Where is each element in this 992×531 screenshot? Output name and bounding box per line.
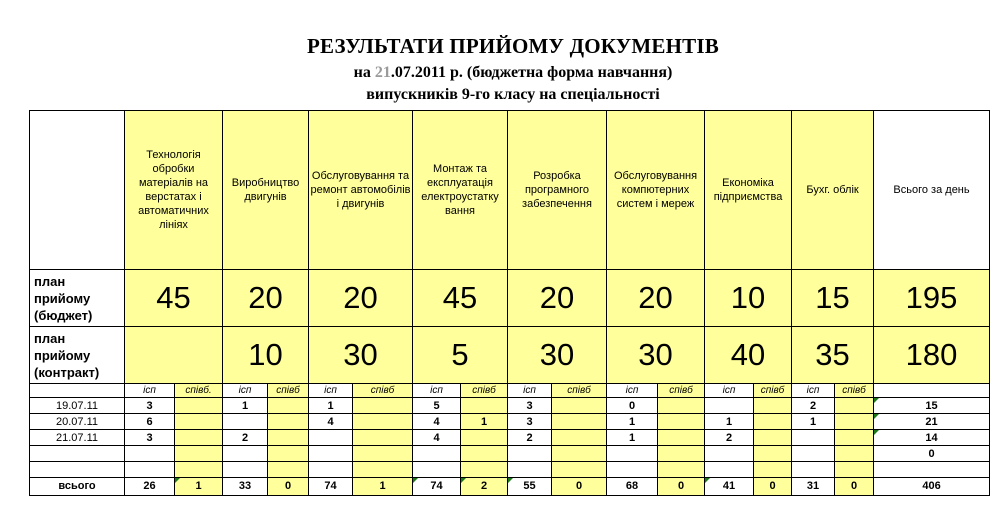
subheader-row — [30, 384, 990, 398]
cell-interview — [175, 446, 223, 462]
cell-interview — [754, 462, 792, 478]
cell-interview — [754, 446, 792, 462]
table-row — [30, 398, 990, 414]
total-exam: 68 — [607, 478, 658, 496]
plan-contract-value: 30 — [309, 327, 413, 384]
plan-budget-value: 10 — [705, 270, 792, 327]
admissions-table — [29, 110, 990, 496]
total-interview: 2 — [461, 478, 508, 496]
cell-exam — [223, 446, 268, 462]
row-date — [30, 462, 125, 478]
plan-contract-value: 40 — [705, 327, 792, 384]
cell-interview — [175, 398, 223, 414]
subheader-exam: ісп — [125, 384, 175, 398]
column-header: Бухг. облік — [792, 111, 874, 270]
plan-budget-value: 20 — [607, 270, 705, 327]
cell-exam: 3 — [508, 414, 552, 430]
cell-exam: 2 — [508, 430, 552, 446]
total-interview: 0 — [754, 478, 792, 496]
total-exam: 33 — [223, 478, 268, 496]
cell-exam — [309, 462, 353, 478]
cell-exam: 2 — [223, 430, 268, 446]
cell-interview — [552, 446, 607, 462]
cell-interview — [754, 430, 792, 446]
plan-budget-value: 20 — [309, 270, 413, 327]
cell-interview — [268, 446, 309, 462]
plan-contract-value: 10 — [223, 327, 309, 384]
cell-exam: 3 — [508, 398, 552, 414]
subheader-interview: співб. — [175, 384, 223, 398]
total-exam: 55 — [508, 478, 552, 496]
cell-exam: 0 — [607, 398, 658, 414]
subheader-interview: співб — [461, 384, 508, 398]
grand-total: 406 — [874, 478, 990, 496]
plan-budget-label: план прийому (бюджет) — [30, 270, 125, 327]
plan-budget-row — [30, 270, 990, 327]
cell-exam — [125, 446, 175, 462]
plan-budget-value: 15 — [792, 270, 874, 327]
column-header: Економіка підприємства — [705, 111, 792, 270]
cell-exam — [309, 430, 353, 446]
cell-exam: 1 — [607, 414, 658, 430]
subheader-exam: ісп — [223, 384, 268, 398]
row-total: 21 — [874, 414, 990, 430]
total-exam: 41 — [705, 478, 754, 496]
subheader-exam: ісп — [705, 384, 754, 398]
cell-interview — [835, 430, 874, 446]
cell-exam: 4 — [413, 414, 461, 430]
cell-exam — [223, 414, 268, 430]
total-interview: 0 — [835, 478, 874, 496]
total-exam: 26 — [125, 478, 175, 496]
cell-exam: 2 — [705, 430, 754, 446]
cell-interview — [353, 414, 413, 430]
cell-exam: 4 — [309, 414, 353, 430]
total-interview: 1 — [175, 478, 223, 496]
plan-contract-row — [30, 327, 990, 384]
subheader-interview: співб — [268, 384, 309, 398]
cell-interview — [353, 398, 413, 414]
plan-budget-total: 195 — [874, 270, 990, 327]
cell-interview: 1 — [461, 414, 508, 430]
cell-exam — [223, 462, 268, 478]
cell-interview — [268, 414, 309, 430]
subheader-exam: ісп — [413, 384, 461, 398]
row-date: 20.07.11 — [30, 414, 125, 430]
cell-exam — [607, 462, 658, 478]
plan-contract-value: 30 — [607, 327, 705, 384]
cell-exam — [508, 462, 552, 478]
cell-interview — [175, 430, 223, 446]
cell-exam: 3 — [125, 430, 175, 446]
subheader-interview: співб — [835, 384, 874, 398]
total-exam: 74 — [413, 478, 461, 496]
cell-exam: 5 — [413, 398, 461, 414]
cell-interview — [835, 446, 874, 462]
cell-exam: 1 — [792, 414, 835, 430]
cell-exam: 4 — [413, 430, 461, 446]
cell-exam — [705, 398, 754, 414]
cell-exam: 1 — [309, 398, 353, 414]
cell-exam — [792, 462, 835, 478]
cell-exam — [792, 446, 835, 462]
cell-interview — [754, 414, 792, 430]
cell-interview — [835, 462, 874, 478]
subheader-exam: ісп — [607, 384, 658, 398]
subtitle-prefix: на — [353, 64, 375, 81]
cell-exam — [705, 462, 754, 478]
row-total: 14 — [874, 430, 990, 446]
cell-exam: 2 — [792, 398, 835, 414]
subheader-interview: співб — [353, 384, 413, 398]
plan-budget-value: 20 — [223, 270, 309, 327]
subheader-exam: ісп — [792, 384, 835, 398]
totals-label: всього — [30, 478, 125, 496]
cell-exam: 1 — [223, 398, 268, 414]
total-exam: 74 — [309, 478, 353, 496]
column-header: Монтаж та експлуатація електроустатку вання — [413, 111, 508, 270]
column-header: Виробництво двигунів — [223, 111, 309, 270]
subheader-empty — [874, 384, 990, 398]
subheader-interview: співб — [754, 384, 792, 398]
page-title: РЕЗУЛЬТАТИ ПРИЙОМУ ДОКУМЕНТІВ — [307, 34, 719, 58]
cell-interview — [658, 414, 705, 430]
cell-interview — [461, 398, 508, 414]
cell-interview — [835, 398, 874, 414]
cell-exam: 6 — [125, 414, 175, 430]
corner-cell — [30, 111, 125, 270]
cell-interview — [353, 446, 413, 462]
row-date: 21.07.11 — [30, 430, 125, 446]
cell-interview — [353, 430, 413, 446]
plan-contract-value — [125, 327, 223, 384]
total-interview: 0 — [268, 478, 309, 496]
cell-interview — [835, 414, 874, 430]
cell-interview — [268, 462, 309, 478]
plan-budget-value: 45 — [125, 270, 223, 327]
cell-interview — [658, 398, 705, 414]
cell-exam — [413, 462, 461, 478]
total-header: Всього за день — [874, 111, 990, 270]
table-row — [30, 446, 990, 462]
cell-exam — [508, 446, 552, 462]
cell-interview — [658, 462, 705, 478]
cell-exam — [125, 462, 175, 478]
total-interview: 1 — [353, 478, 413, 496]
page-subtitle-2: випускників 9-го класу на спеціальності — [366, 86, 660, 103]
cell-interview — [658, 430, 705, 446]
cell-exam: 1 — [607, 430, 658, 446]
cell-exam — [309, 446, 353, 462]
subtitle-rest: .07.2011 р. (бюджетна форма навчання) — [390, 64, 673, 81]
cell-interview — [552, 430, 607, 446]
page-subtitle — [0, 64, 992, 82]
subheader-empty — [30, 384, 125, 398]
cell-exam — [705, 446, 754, 462]
plan-contract-value: 5 — [413, 327, 508, 384]
cell-exam: 3 — [125, 398, 175, 414]
subheader-exam: ісп — [309, 384, 353, 398]
cell-interview — [268, 430, 309, 446]
cell-interview — [268, 398, 309, 414]
plan-budget-value: 20 — [508, 270, 607, 327]
row-total: 0 — [874, 446, 990, 462]
cell-interview — [658, 446, 705, 462]
cell-exam — [413, 446, 461, 462]
column-header: Обслуговування компютерних систем і мереж — [607, 111, 705, 270]
table-row — [30, 462, 990, 478]
row-date: 19.07.11 — [30, 398, 125, 414]
cell-exam: 1 — [705, 414, 754, 430]
table-row — [30, 414, 990, 430]
cell-interview — [461, 430, 508, 446]
cell-exam — [607, 446, 658, 462]
subheader-exam: ісп — [508, 384, 552, 398]
cell-interview — [175, 462, 223, 478]
subheader-interview: співб — [552, 384, 607, 398]
column-header: Технологія обробки матеріалів на верстатах і автоматичних лініях — [125, 111, 223, 270]
plan-budget-value: 45 — [413, 270, 508, 327]
plan-contract-value: 30 — [508, 327, 607, 384]
cell-interview — [461, 462, 508, 478]
total-interview: 0 — [658, 478, 705, 496]
column-header: Обслуговування та ремонт автомобілів і двигунів — [309, 111, 413, 270]
plan-contract-total: 180 — [874, 327, 990, 384]
header-row — [30, 111, 990, 270]
cell-exam — [792, 430, 835, 446]
subtitle-day: 21 — [374, 64, 391, 81]
subheader-interview: співб — [658, 384, 705, 398]
total-interview: 0 — [552, 478, 607, 496]
total-exam: 31 — [792, 478, 835, 496]
cell-interview — [353, 462, 413, 478]
cell-interview — [552, 398, 607, 414]
row-date — [30, 446, 125, 462]
cell-interview — [552, 462, 607, 478]
cell-interview — [552, 414, 607, 430]
table-row — [30, 430, 990, 446]
row-total: 15 — [874, 398, 990, 414]
column-header: Розробка програмного забезпечення — [508, 111, 607, 270]
cell-interview — [175, 414, 223, 430]
plan-contract-value: 35 — [792, 327, 874, 384]
plan-contract-label: план прийому (контракт) — [30, 327, 125, 384]
totals-row — [30, 478, 990, 496]
cell-interview — [461, 446, 508, 462]
row-total — [874, 462, 990, 478]
cell-interview — [754, 398, 792, 414]
